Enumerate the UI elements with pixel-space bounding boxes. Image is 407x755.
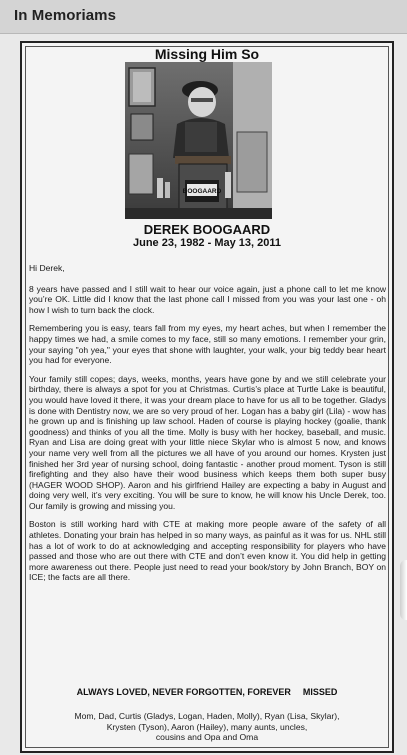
notice-title: Missing Him So xyxy=(154,46,260,62)
section-header xyxy=(0,0,407,34)
memorial-body xyxy=(29,263,386,591)
page-edge-scrollbar[interactable] xyxy=(400,560,407,620)
signoff-line-1: Mom, Dad, Curtis (Gladys, Logan, Haden, Molly), Ryan (Lisa, Skylar), xyxy=(74,711,340,721)
life-dates: June 23, 1982 - May 13, 2011 xyxy=(133,237,281,249)
deceased-name: DEREK BOOGAARD xyxy=(143,222,271,237)
section-title: In Memoriams xyxy=(14,7,117,24)
signoff-line-2: Krysten (Tyson), Aaron (Hailey), many aunts, uncles, xyxy=(106,721,308,732)
paragraph-1: 8 years have passed and I still wait to hear our voice again, just a phone call to let me know you’re OK. Little did I know that the last phone call I missed from you was your last one - oh how I wish to turn back the clock. xyxy=(29,283,386,315)
paragraph-4: Boston is still working hard with CTE at making more people aware of the safety of all athletes. Donating your brain has helped in so many ways, as painful as it was for us. NHL still has a lot of work to do at acknowledging and accepting responsibility for players who have passed and those who are out there with CTE and don’t even know it. You did help in getting more awareness out there. People just need to read your book/story by John Branch, BOY on ICE; the facts are all there. xyxy=(29,519,386,583)
greeting: Hi Derek, xyxy=(29,263,65,273)
memorial-notice xyxy=(20,41,394,753)
paragraph-3: Your family still copes; days, weeks, months, years have gone by and we still celebrate your birthday, there is always a spot for you at Christmas. Curtis’s place at Turtle Lake is beautiful, you would have loved it there, it was your dream place to have for us all to be together. Gladys is done with Dentistry now, we are so very proud of her. Logan has a baby girl (Lila) - wow has he grown up and is finishing up law school. Haden of course is playing hockey (goalie, thank goodness) and thinks of you all the time. Molly is busy with her hockey, baseball, and music. Ryan and Lisa are doing great with your little niece Skylar who is almost 5 now, and knows your name very well from all the pictures we all have of you around our homes. Krysten just finished her 3rd year of nursing school, doing fantastic - another proud moment. Tyson is still firefighting and they also have their wood business which keeps them both super busy (HAGER WOOD SHOP). Aaron and his girlfriend Hailey are expecting a baby in August and doing very well, it’s very exciting. You will be sure to know, he will know his Uncle Derek, too. Our family is growing and missing you. xyxy=(29,373,386,511)
paragraph-2: Remembering you is easy, tears fall from my eyes, my heart aches, but when I remember the happy times we had, a smile comes to my face, still so many emotions. I remember your grin, your saying "oh yea," your eyes that shone with laughter, your walk, your big teddy bear heart you had for everyone. xyxy=(29,323,386,366)
memorial-photo xyxy=(125,62,272,219)
closing-right: MISSED xyxy=(302,687,338,697)
photo-sign-text: BOOGAARD xyxy=(182,188,222,195)
closing-left: ALWAYS LOVED, NEVER FORGOTTEN, FOREVER xyxy=(76,687,291,697)
memorial-photo-icon xyxy=(125,62,272,219)
signoff-line-3: cousins and Opa and Oma xyxy=(155,732,259,743)
family-signoff xyxy=(42,711,372,743)
closing-line xyxy=(22,687,392,697)
